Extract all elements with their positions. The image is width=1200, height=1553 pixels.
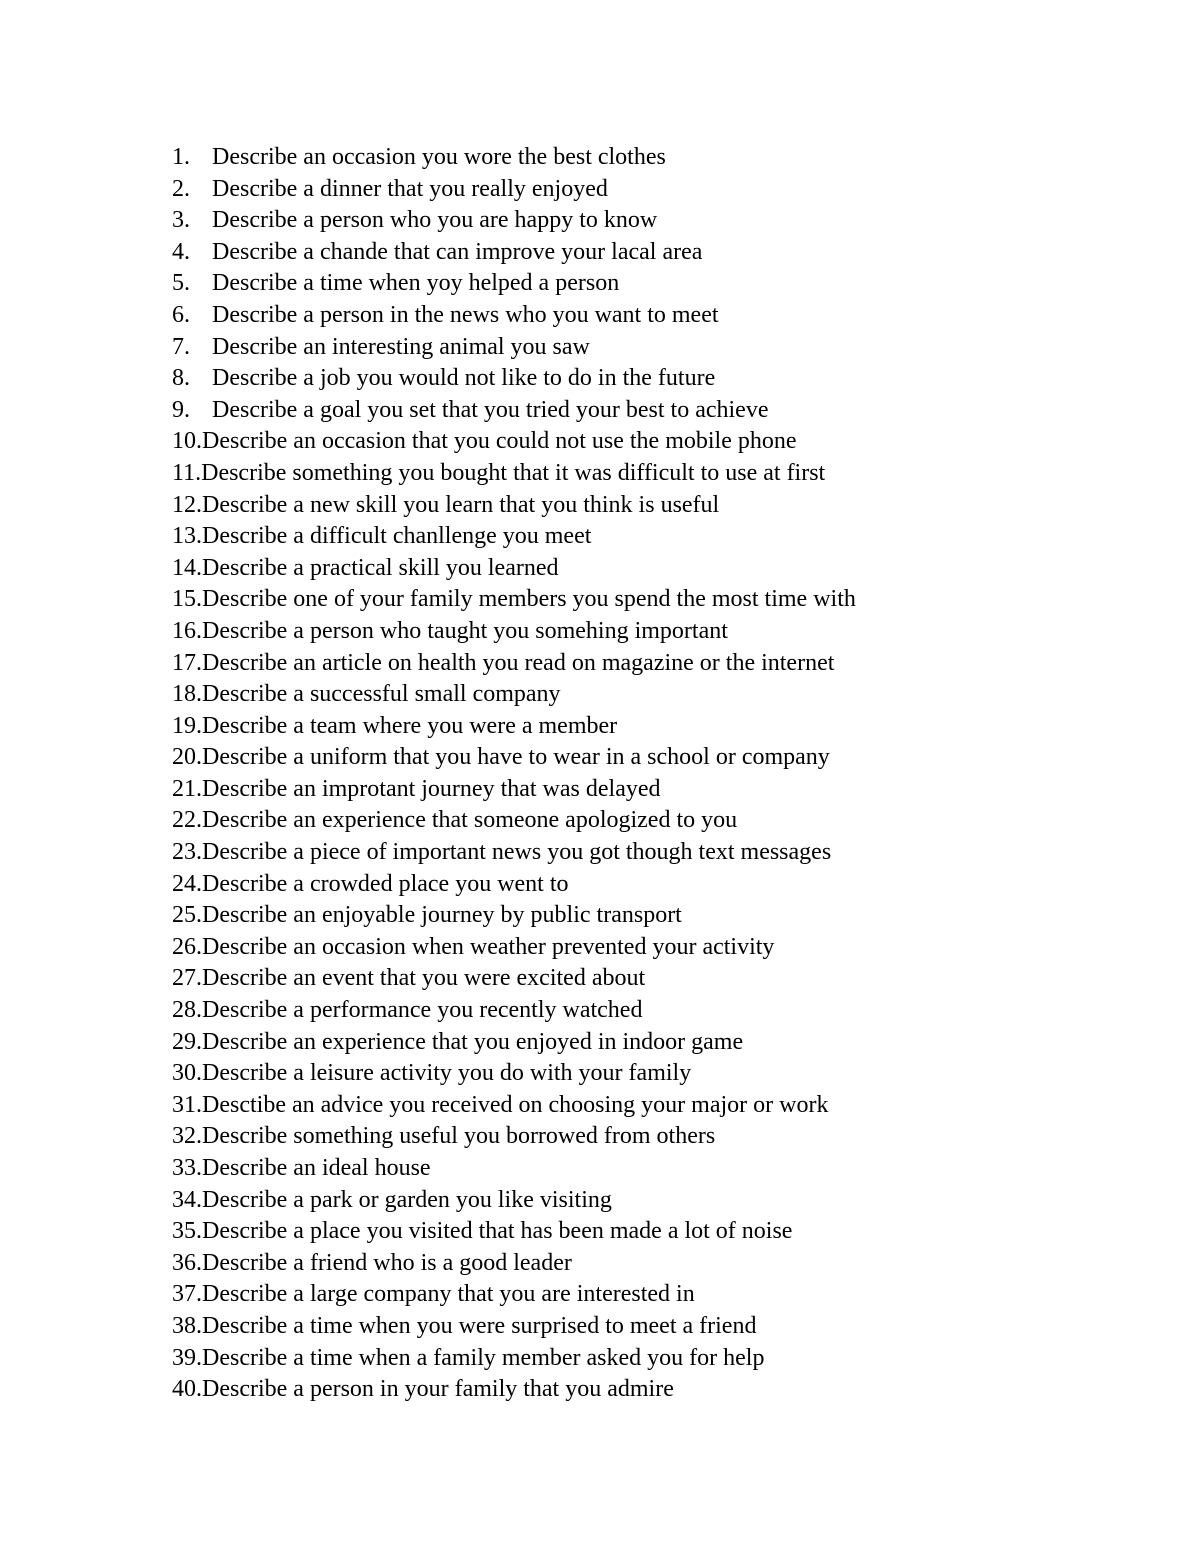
item-number: 1. [172, 144, 190, 170]
list-item [172, 742, 856, 774]
item-number: 11. [172, 459, 202, 486]
item-text: Describe a practical skill you learned [202, 554, 559, 581]
item-text: Describe a person who taught you somehing important [202, 617, 728, 644]
item-text: Describe a job you would not like to do in the future [212, 365, 716, 392]
item-number: 15. [172, 586, 202, 613]
list-item [172, 1090, 856, 1122]
item-number: 21. [172, 775, 202, 802]
list-item [172, 995, 856, 1027]
list-item [172, 774, 856, 806]
item-text: Describe a difficult chanllenge you meet [202, 523, 592, 550]
item-text: Describe a person in your family that you admire [202, 1376, 674, 1403]
item-text: Describe an article on health you read on magazine or the internet [202, 649, 835, 676]
item-text: Describe something you bought that it was difficult to use at first [201, 459, 826, 486]
item-text: Describe a leisure activity you do with your family [202, 1060, 692, 1087]
item-text: Describe a person in the news who you want to meet [212, 301, 719, 328]
item-text: Describe a park or garden you like visiting [202, 1186, 612, 1213]
list-item [172, 1216, 856, 1248]
item-text: Describe a time when you were surprised to meet a friend [202, 1312, 757, 1339]
item-text: Describe an enjoyable journey by public transport [202, 902, 682, 929]
item-number: 33. [172, 1155, 202, 1181]
item-number: 13. [172, 523, 202, 550]
item-text: Describe a large company that you are interested in [202, 1281, 695, 1308]
list-item [172, 1185, 856, 1217]
item-number: 12. [172, 491, 202, 518]
item-text: Describe one of your family members you spend the most time with [202, 586, 856, 613]
item-number: 30. [172, 1060, 202, 1087]
list-item [172, 1027, 856, 1059]
list-item [172, 648, 856, 680]
item-text: Describe something useful you borrowed from others [202, 1123, 716, 1150]
item-number: 31. [172, 1091, 202, 1118]
list-item [172, 1374, 856, 1406]
list-item [172, 1058, 856, 1090]
list-item [172, 1311, 856, 1343]
item-text: Describe an ideal house [202, 1155, 431, 1181]
item-text: Describe a crowded place you went to [202, 870, 569, 897]
list-item [172, 237, 856, 269]
item-text: Describe a team where you were a member [202, 712, 618, 739]
item-text: Describe a goal you set that you tried your best to achieve [212, 396, 769, 423]
item-number: 36. [172, 1249, 202, 1276]
list-item [172, 584, 856, 616]
list-item [172, 332, 856, 364]
item-number: 14. [172, 554, 202, 581]
list-item [172, 363, 856, 395]
list-item [172, 426, 856, 458]
item-text: Describe an improtant journey that was delayed [202, 775, 661, 802]
list-item [172, 205, 856, 237]
item-number: 3. [172, 207, 190, 234]
list-item [172, 1121, 856, 1153]
item-text: Describe a piece of important news you got though text messages [202, 839, 832, 866]
item-text: Describe a chande that can improve your lacal area [212, 238, 703, 265]
item-number: 27. [172, 965, 202, 992]
list-item [172, 932, 856, 964]
item-text: Describe an interesting animal you saw [212, 333, 590, 360]
item-text: Describe an experience that you enjoyed in indoor game [202, 1028, 744, 1055]
item-number: 39. [172, 1344, 202, 1371]
topic-list [172, 142, 856, 1406]
item-number: 16. [172, 617, 202, 644]
item-text: Describe a friend who is a good leader [202, 1249, 572, 1276]
item-number: 34. [172, 1186, 202, 1213]
item-text: Desctibe an advice you received on choosing your major or work [202, 1091, 829, 1118]
item-text: Describe a successful small company [202, 681, 561, 708]
item-number: 28. [172, 997, 202, 1024]
item-text: Describe an occasion when weather prevented your activity [202, 933, 775, 960]
item-text: Describe a time when yoy helped a person [212, 270, 620, 297]
item-text: Describe an occasion you wore the best clothes [212, 144, 666, 170]
list-item [172, 616, 856, 648]
list-item [172, 174, 856, 206]
list-item [172, 395, 856, 427]
item-number: 9. [172, 396, 190, 423]
item-text: Describe a performance you recently watched [202, 997, 643, 1024]
list-item [172, 142, 856, 174]
item-text: Describe a person who you are happy to know [212, 207, 658, 234]
item-text: Describe an experience that someone apologized to you [202, 807, 738, 834]
list-item [172, 458, 856, 490]
item-number: 25. [172, 902, 202, 929]
item-text: Describe a new skill you learn that you think is useful [202, 491, 720, 518]
item-number: 5. [172, 270, 190, 297]
list-item [172, 521, 856, 553]
list-item [172, 837, 856, 869]
item-text: Describe a place you visited that has been made a lot of noise [202, 1218, 793, 1245]
item-number: 4. [172, 238, 190, 265]
item-number: 2. [172, 175, 190, 202]
item-number: 40. [172, 1376, 202, 1403]
list-item [172, 963, 856, 995]
list-item [172, 805, 856, 837]
item-number: 29. [172, 1028, 202, 1055]
list-item [172, 1248, 856, 1280]
item-number: 8. [172, 365, 190, 392]
list-item [172, 268, 856, 300]
item-text: Describe a time when a family member asked you for help [202, 1344, 765, 1371]
list-item [172, 711, 856, 743]
item-number: 7. [172, 333, 190, 360]
item-text: Describe a dinner that you really enjoyed [212, 175, 608, 202]
item-text: Describe a uniform that you have to wear in a school or company [202, 744, 830, 771]
item-number: 18. [172, 681, 202, 708]
list-item [172, 1153, 856, 1185]
item-number: 32. [172, 1123, 202, 1150]
list-item [172, 869, 856, 901]
item-number: 38. [172, 1312, 202, 1339]
item-number: 10. [172, 428, 202, 455]
item-number: 24. [172, 870, 202, 897]
list-item [172, 679, 856, 711]
item-number: 26. [172, 933, 202, 960]
item-number: 6. [172, 301, 190, 328]
item-text: Describe an occasion that you could not use the mobile phone [202, 428, 797, 455]
item-number: 22. [172, 807, 202, 834]
item-number: 20. [172, 744, 202, 771]
item-number: 37. [172, 1281, 202, 1308]
list-item [172, 900, 856, 932]
item-text: Describe an event that you were excited about [202, 965, 646, 992]
list-item [172, 300, 856, 332]
item-number: 17. [172, 649, 202, 676]
item-number: 35. [172, 1218, 202, 1245]
list-item [172, 553, 856, 585]
list-item [172, 1343, 856, 1375]
item-number: 23. [172, 839, 202, 866]
list-item [172, 490, 856, 522]
item-number: 19. [172, 712, 202, 739]
list-item [172, 1279, 856, 1311]
